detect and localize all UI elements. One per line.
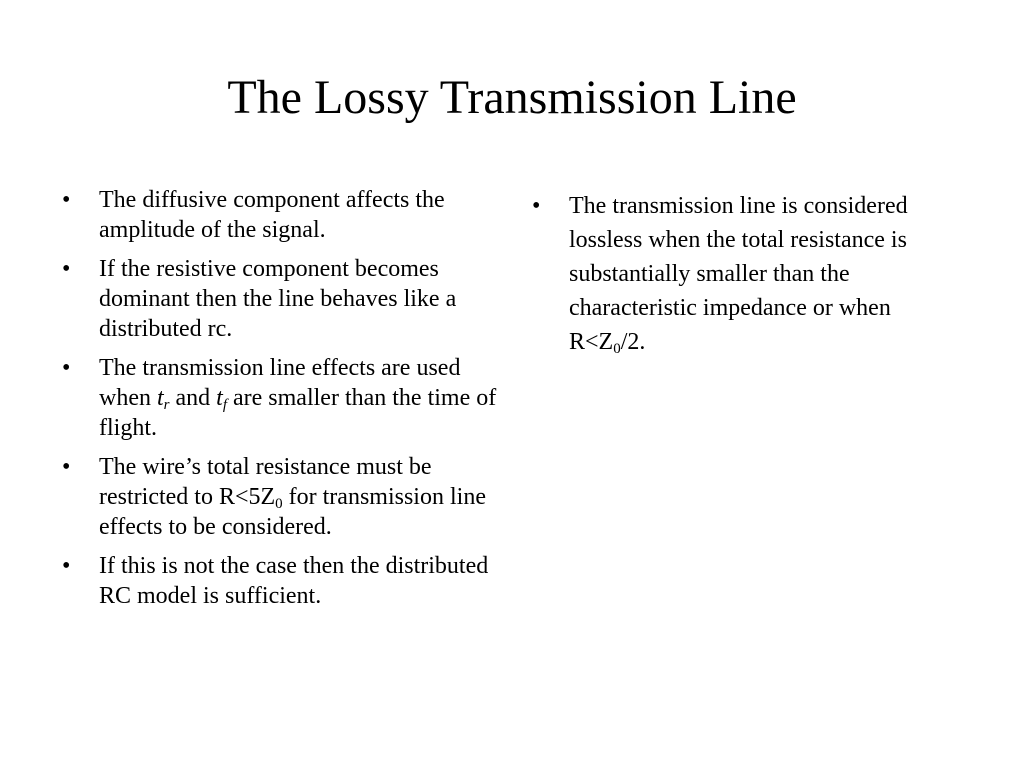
text-segment: for transmission line effects to be considered. xyxy=(99,484,486,540)
left-bullet-list xyxy=(62,185,502,620)
bullet-item-resistive xyxy=(62,254,502,344)
bullet-item-total-resistance xyxy=(62,452,502,542)
text-segment: and xyxy=(169,385,217,411)
bullet-text xyxy=(569,193,908,355)
text-segment: The transmission line is considered lossless when the total resistance is substantially smaller than the characteristic impedance or when R<Z xyxy=(569,193,908,355)
fall-time-variable: t xyxy=(216,385,223,411)
impedance-subscript: 0 xyxy=(275,496,283,512)
text-segment: The wire’s total resistance must be restricted to R<5Z xyxy=(99,454,432,510)
text-segment: are smaller than the time of flight. xyxy=(99,385,497,441)
bullet-text: If this is not the case then the distributed RC model is sufficient. xyxy=(99,553,489,609)
bullet-text: The diffusive component affects the amplitude of the signal. xyxy=(99,187,445,243)
bullet-item-diffusive xyxy=(62,185,502,245)
bullet-dot-icon: • xyxy=(62,187,71,213)
rise-time-subscript: r xyxy=(163,397,170,413)
bullet-item-rc-model xyxy=(62,551,502,611)
rise-time-variable: t xyxy=(156,385,164,411)
slide-title: The Lossy Transmission Line xyxy=(227,71,797,124)
bullet-text: If the resistive component becomes dominant then the line behaves like a distributed rc. xyxy=(99,256,457,342)
bullet-dot-icon: • xyxy=(62,355,71,381)
bullet-dot-icon: • xyxy=(532,193,541,219)
bullet-item-transmission-effects xyxy=(62,353,502,443)
bullet-item-lossless xyxy=(532,189,972,359)
impedance-subscript: 0 xyxy=(613,341,621,357)
bullet-dot-icon: • xyxy=(62,454,71,480)
text-segment: /2. xyxy=(620,329,646,355)
bullet-dot-icon: • xyxy=(62,256,71,282)
fall-time-subscript: f xyxy=(222,397,227,413)
bullet-text xyxy=(99,355,496,441)
bullet-dot-icon: • xyxy=(62,553,71,579)
bullet-text xyxy=(99,454,486,540)
text-segment: The transmission line effects are used when xyxy=(99,355,461,411)
right-bullet-list xyxy=(532,189,972,359)
